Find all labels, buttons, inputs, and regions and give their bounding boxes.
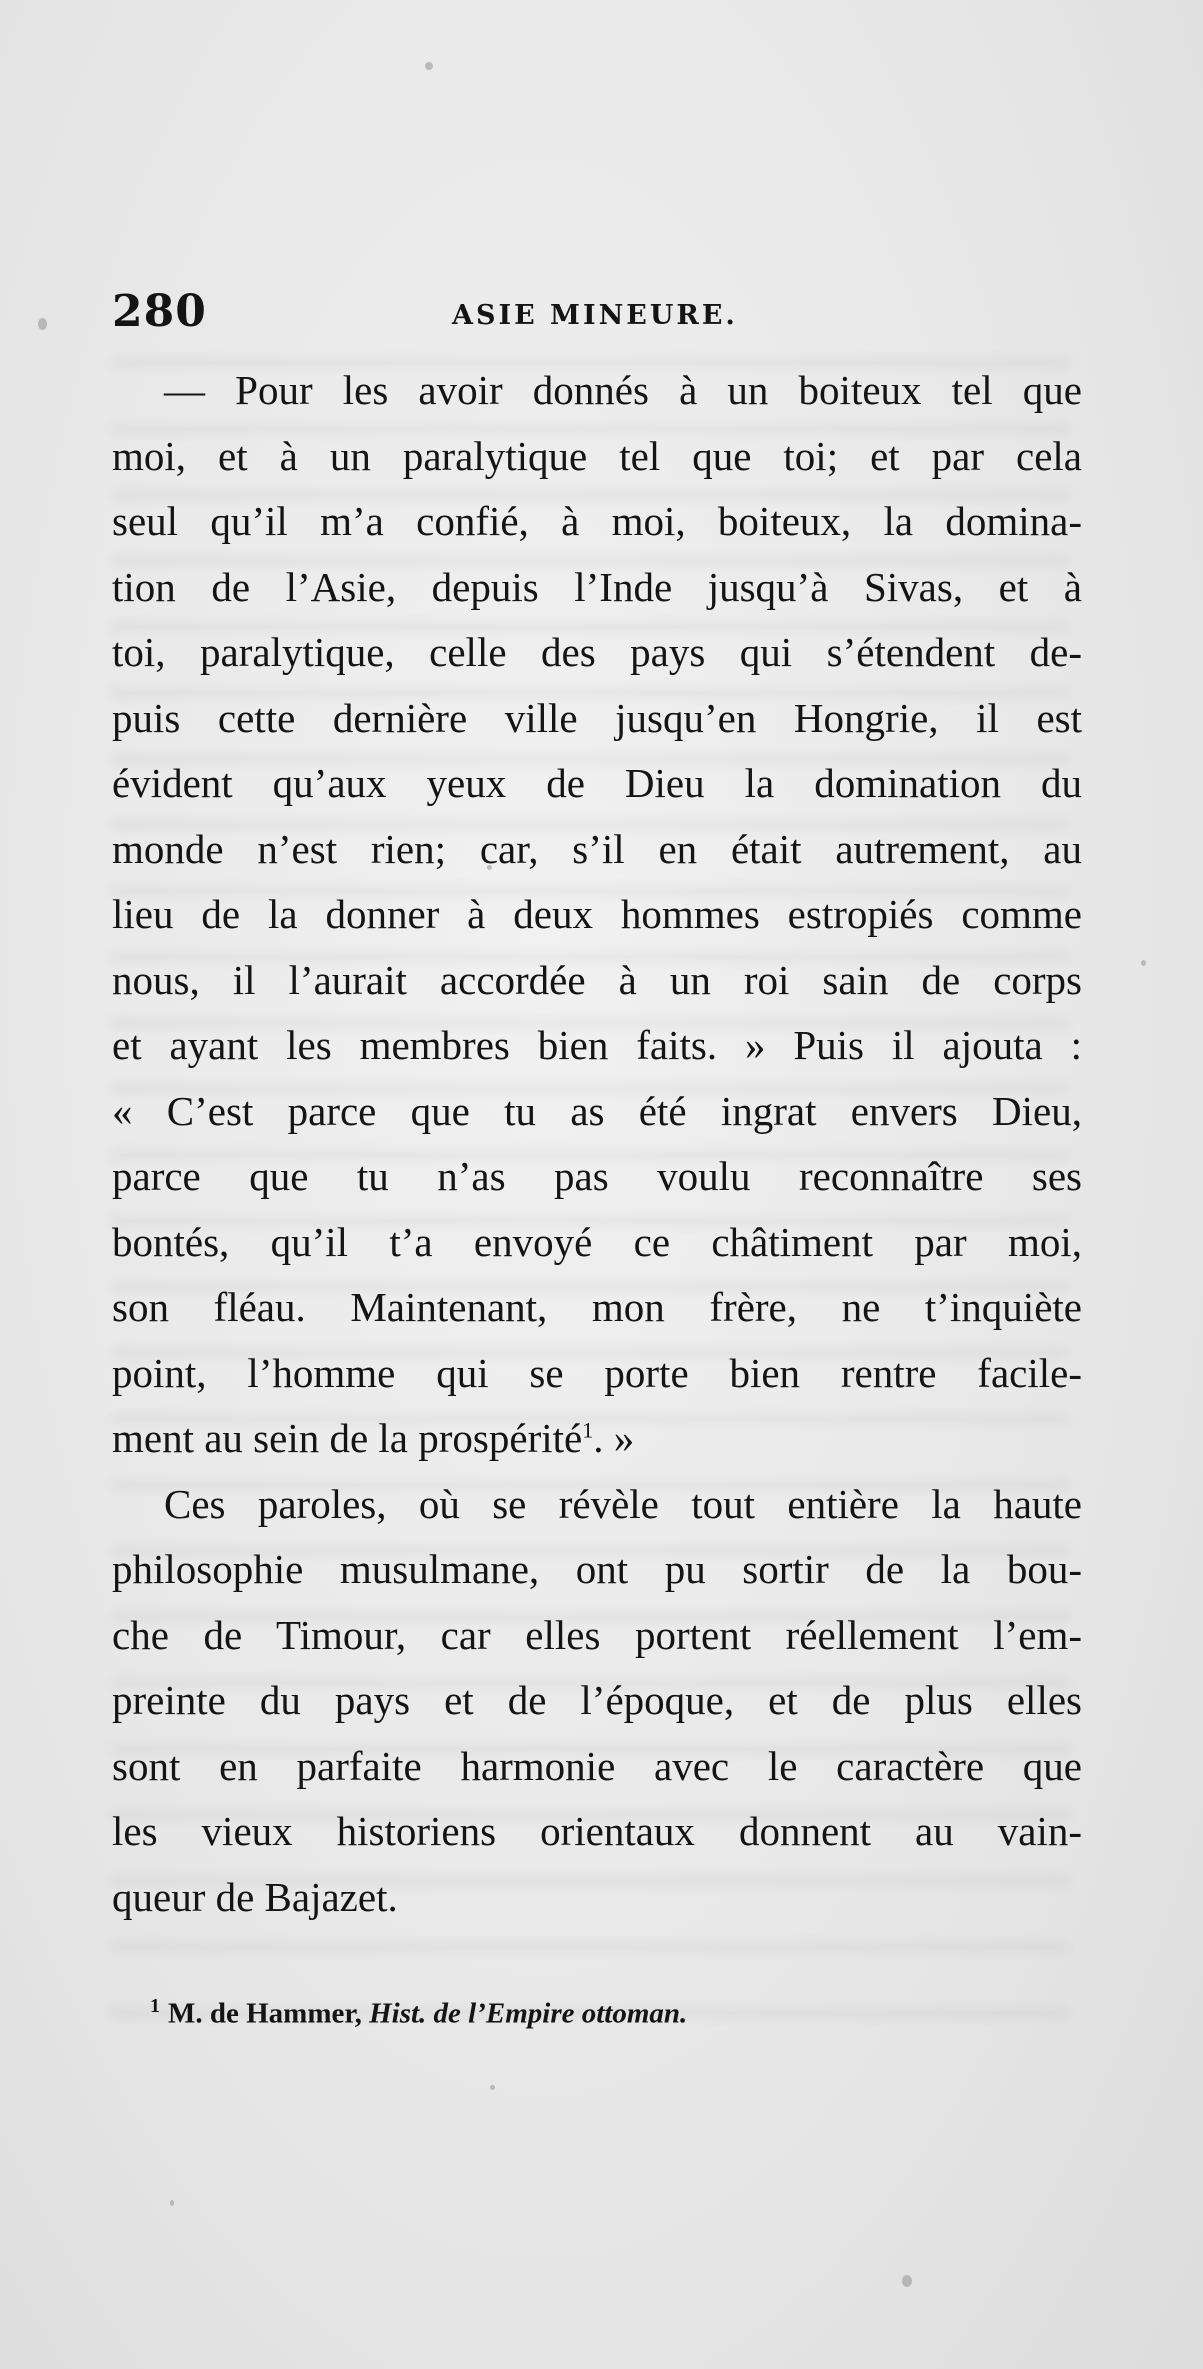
paper-speck <box>425 62 433 70</box>
text-line: parce que tu n’as pas voulu reconnaître ses <box>112 1153 1082 1199</box>
text-line-with-footnote <box>112 1406 1082 1472</box>
text-line: évident qu’aux yeux de Dieu la domination du <box>112 760 1082 806</box>
running-head: ASIE MINEURE. <box>452 300 738 331</box>
footnote-mark: 1 <box>150 1995 160 2017</box>
text-line: Ces paroles, où se révèle tout entière la haute <box>164 1480 1082 1527</box>
page-header <box>112 282 1082 342</box>
text-line: son fléau. Maintenant, mon frère, ne t’inquiète <box>112 1284 1082 1330</box>
body-text <box>112 358 1082 1930</box>
paper-speck <box>902 2275 912 2287</box>
text-line: che de Timour, car elles portent réellement l’em- <box>112 1611 1082 1658</box>
paper-speck <box>38 318 47 330</box>
paper-speck <box>1141 960 1146 966</box>
footnote-title: Hist. de l’Empire ottoman. <box>369 1997 688 2030</box>
text-line: et ayant les membres bien faits. » Puis il ajouta : <box>112 1022 1082 1068</box>
page-number: 280 <box>112 286 207 337</box>
text-line: lieu de la donner à deux hommes estropiés comme <box>112 891 1082 937</box>
text-line: monde n’est rien; car, s’il en était autrement, au <box>112 825 1082 872</box>
text-line: sont en parfaite harmonie avec le caractère que <box>112 1742 1082 1789</box>
text-line: les vieux historiens orientaux donnent au vain- <box>112 1808 1082 1854</box>
text-line: moi, et à un paralytique tel que toi; et par cela <box>112 432 1082 479</box>
text-line: seul qu’il m’a confié, à moi, boiteux, la domina- <box>112 498 1082 544</box>
text-line: — Pour les avoir donnés à un boiteux tel que <box>164 367 1082 413</box>
text-line: bontés, qu’il t’a envoyé ce châtiment par moi, <box>112 1218 1082 1265</box>
text-line: queur de Bajazet. <box>112 1873 398 1920</box>
footnote-reference: 1 <box>582 1417 594 1443</box>
paper-speck <box>490 2085 495 2090</box>
text-line: puis cette dernière ville jusqu’en Hongrie, il est <box>112 694 1082 741</box>
text-line: tion de l’Asie, depuis l’Inde jusqu’à Sivas, et à <box>112 563 1082 610</box>
text-line: « C’est parce que tu as été ingrat envers Dieu, <box>112 1087 1082 1134</box>
text-line: preinte du pays et de l’époque, et de plus elles <box>112 1677 1082 1723</box>
text-line: philosophie musulmane, ont pu sortir de la bou- <box>112 1546 1082 1592</box>
text-line: toi, paralytique, celle des pays qui s’étendent de- <box>112 629 1082 675</box>
paper-speck <box>170 2200 174 2206</box>
text-line-tail: . » <box>593 1415 635 1461</box>
text-line: ment au sein de la prospérité <box>112 1415 583 1461</box>
text-line: point, l’homme qui se porte bien rentre facile- <box>112 1349 1082 1396</box>
footnote-author: M. de Hammer, <box>168 1997 362 2030</box>
text-line: nous, il l’aurait accordée à un roi sain de corps <box>112 956 1082 1003</box>
footnote <box>150 1986 1050 2034</box>
